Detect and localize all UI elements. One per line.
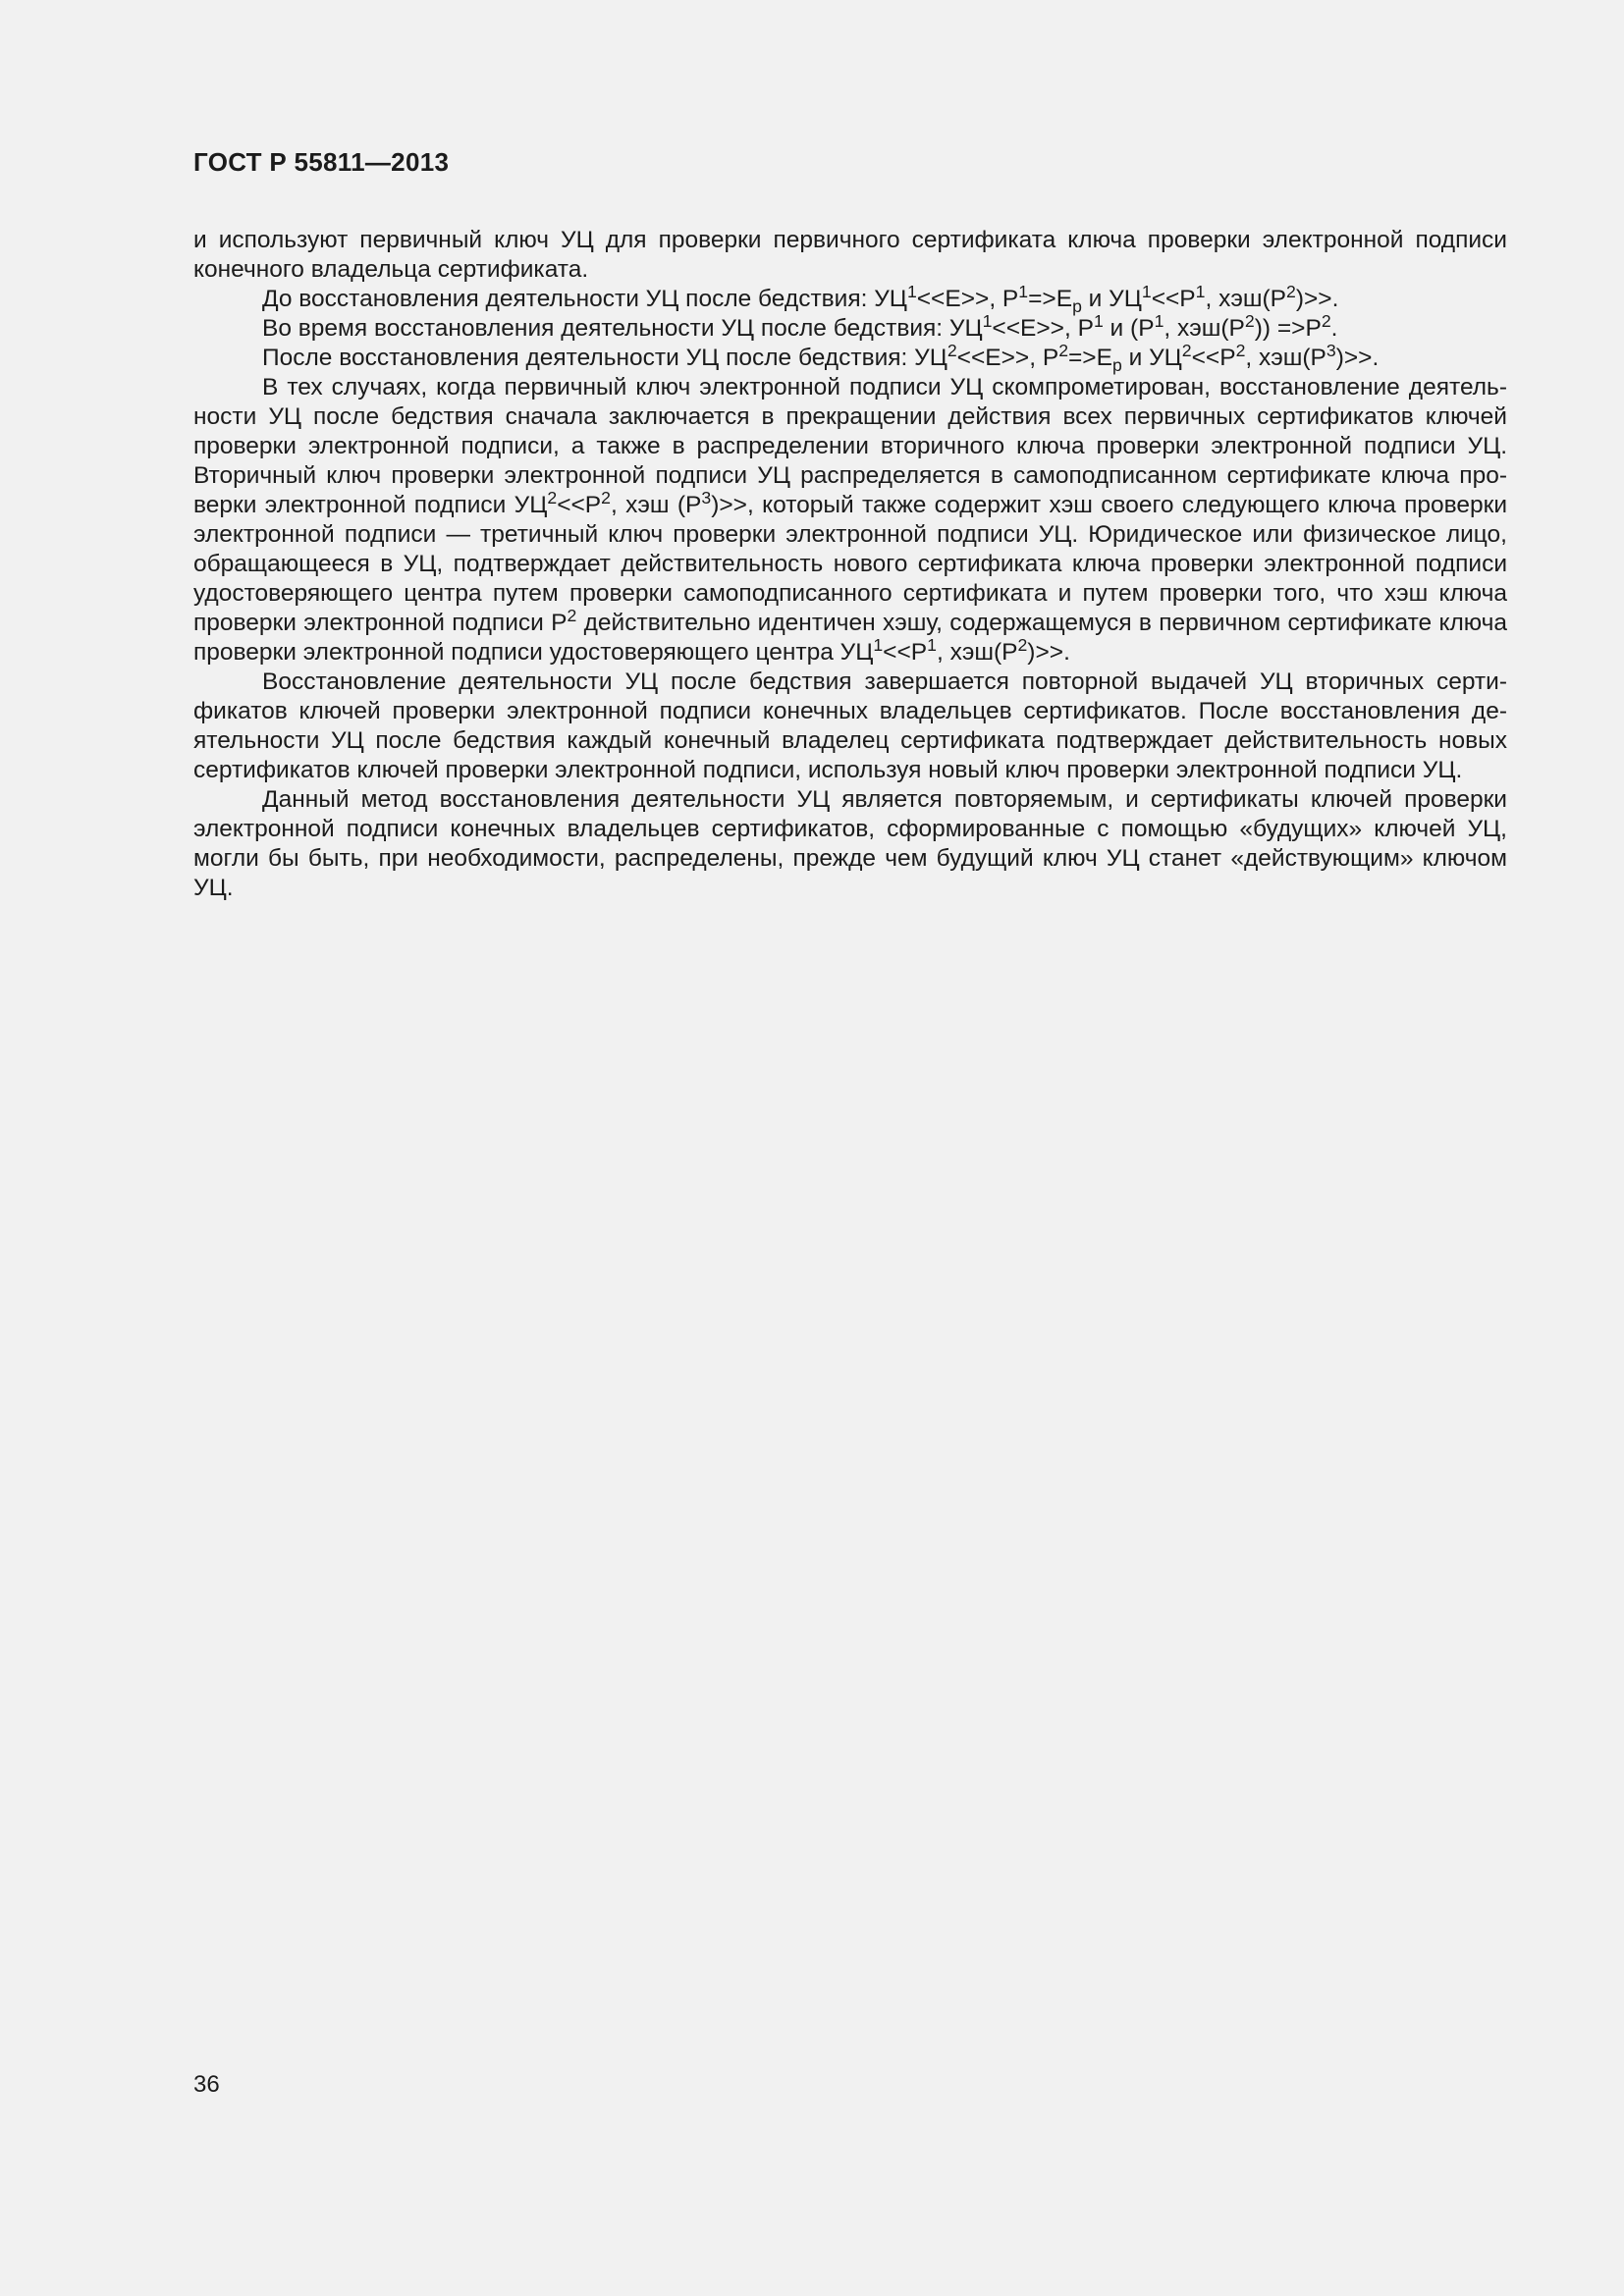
paragraph-text: Данный метод восстановления деятельности УЦ является повторяемым, и сертификаты ключей проверки электронной подписи конечных владельцев сертификатов, сформированные с помощью «будущих» ключей УЦ, могли бы быть, при необходимости, распределены, прежде чем будущий ключ УЦ станет «действующим» ключом УЦ. — [193, 786, 1507, 901]
paragraph-text: и (Р — [1103, 315, 1155, 342]
paragraph-text: После восстановления деятельности УЦ после бедствия: УЦ — [262, 345, 947, 371]
body-paragraph — [193, 226, 1507, 285]
superscript-index: 1 — [1093, 310, 1104, 331]
superscript-index: 2 — [567, 605, 577, 625]
paragraph-text: <<Е>>, Р — [956, 345, 1059, 371]
paragraph-text: <<Р — [883, 639, 928, 666]
paragraph-text: )>>. — [1335, 345, 1380, 371]
body-paragraph — [193, 310, 1507, 344]
paragraph-text: <<Е>>, Р — [916, 286, 1019, 312]
paragraph-text: , хэш (Р — [610, 492, 702, 518]
superscript-index: 1 — [927, 634, 937, 655]
paragraph-text: )>>. — [1295, 286, 1339, 312]
superscript-index: 1 — [873, 634, 884, 655]
superscript-index: 2 — [547, 487, 558, 507]
paragraph-text: До восстановления деятельности УЦ после бедствия: УЦ — [262, 286, 907, 312]
paragraph-text: Восстановление деятельности УЦ после бедствия завершается повторной выдачей УЦ вторичных сертификатов ключей проверки электронной подписи конечных владельцев сертификатов. После восстановления деятельности УЦ после бедствия каждый конечный владелец сертификата подтверждает действительность новых сертификатов ключей проверки электронной подписи, используя новый ключ проверки электронной подписи УЦ. — [193, 668, 1507, 783]
superscript-index: 2 — [1058, 340, 1068, 360]
paragraph-text: и УЦ — [1121, 345, 1182, 371]
superscript-index: 2 — [1286, 281, 1296, 301]
paragraph-text: =>Е — [1028, 286, 1073, 312]
superscript-index: 2 — [1235, 340, 1246, 360]
superscript-index: 3 — [1326, 340, 1336, 360]
standard-designation: ГОСТ Р 55811—2013 — [193, 147, 450, 177]
body-paragraph — [193, 785, 1507, 903]
paragraph-text: <<Р — [1191, 345, 1236, 371]
subscript-index: р — [1111, 354, 1122, 375]
page-number: 36 — [193, 2071, 220, 2098]
paragraph-text: , хэш(Р — [1245, 345, 1326, 371]
superscript-index: 2 — [1321, 310, 1331, 331]
superscript-index: 1 — [1018, 281, 1029, 301]
body-paragraph — [193, 667, 1507, 785]
paragraph-text: )>>, который также содержит хэш своего следующего ключа проверки электронной подписи — третичный ключ проверки электронной подписи УЦ. Юридическое или физическое лицо, обращающееся в УЦ, подтверждает действительность нового сертификата ключа проверки электронной подписи удостоверяющего центра путем проверки самоподписанного сертификата и путем проверки того, что хэш ключа проверки электронной подписи Р — [193, 492, 1508, 636]
paragraph-text: и УЦ — [1081, 286, 1142, 312]
document-header — [193, 147, 449, 178]
paragraph-text: , хэш(Р — [936, 639, 1018, 666]
superscript-index: 2 — [1244, 310, 1255, 331]
superscript-index: 1 — [1195, 281, 1206, 301]
paragraph-text: )>>. — [1027, 639, 1070, 666]
superscript-index: 2 — [1181, 340, 1192, 360]
paragraph-text: <<Р — [557, 492, 602, 518]
superscript-index: 1 — [982, 310, 993, 331]
paragraph-text: =>Е — [1068, 345, 1112, 371]
paragraph-text: действительно идентичен хэшу, содержащемуся в первичном сертификате ключа проверки электронной подписи удостоверяющего центра УЦ — [193, 610, 1508, 666]
paragraph-text: Во время восстановления деятельности УЦ после бедствия: УЦ — [262, 315, 983, 342]
superscript-index: 1 — [906, 281, 917, 301]
paragraph-text: и используют первичный ключ УЦ для проверки первичного сертификата ключа проверки электронной подписи конечного владельца сертификата. — [193, 227, 1507, 283]
paragraph-text: <<Р — [1151, 286, 1196, 312]
paragraph-text: , хэш(Р — [1205, 286, 1286, 312]
body-paragraph — [193, 281, 1507, 316]
document-body — [193, 226, 1507, 903]
superscript-index: 2 — [1017, 634, 1028, 655]
body-paragraph — [193, 340, 1507, 375]
superscript-index: 2 — [601, 487, 611, 507]
body-paragraph — [193, 373, 1507, 667]
paragraph-text: <<Е>>, Р — [992, 315, 1094, 342]
subscript-index: р — [1072, 295, 1082, 316]
paragraph-text: В тех случаях, когда первичный ключ электронной подписи УЦ скомпрометирован, восстановление деятельности УЦ после бедствия сначала заключается в прекращении действия всех первичных сертификатов ключей проверки электронной подписи, а также в распределении вторичного ключа проверки электронной подписи УЦ. Вторичный ключ проверки электронной подписи УЦ распределяется в самоподписанном сертификате ключа проверки электронной подписи УЦ — [193, 374, 1507, 518]
paragraph-text: . — [1330, 315, 1338, 342]
superscript-index: 3 — [701, 487, 712, 507]
superscript-index: 2 — [947, 340, 957, 360]
paragraph-text: , хэш(Р — [1164, 315, 1245, 342]
superscript-index: 1 — [1141, 281, 1152, 301]
paragraph-text: )) =>Р — [1254, 315, 1322, 342]
superscript-index: 1 — [1154, 310, 1164, 331]
